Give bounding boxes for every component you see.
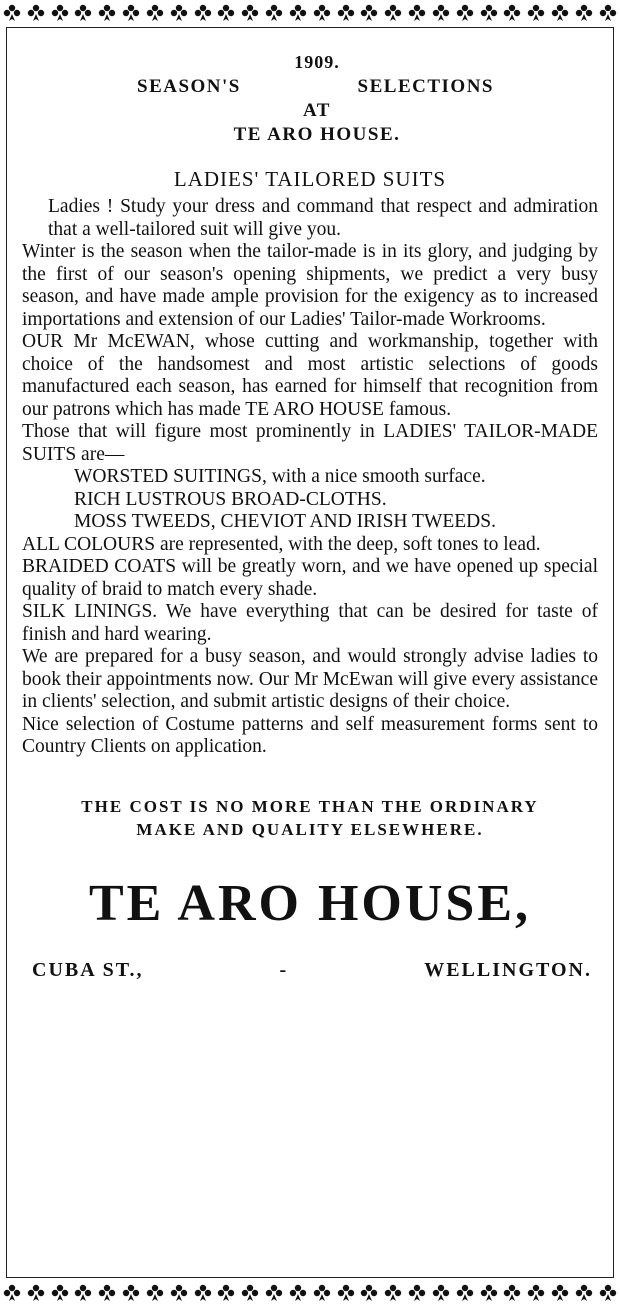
cost-line-2: MAKE AND QUALITY ELSEWHERE. [136, 819, 484, 839]
list-item-broadcloths: RICH LUSTROUS BROAD-CLOTHS. [74, 488, 387, 510]
list-item-worsted: WORSTED SUITINGS, with a nice smooth surface. [74, 466, 486, 487]
paragraph-prominent: Those that will figure most prominently in LADIES' TAILOR-MADE SUITS are— [22, 421, 598, 465]
fleuron-icon [336, 1283, 356, 1303]
paragraph-colours: ALL COLOURS are represented, with the deep, soft tones to lead. [22, 533, 541, 555]
fleuron-icon [216, 1283, 236, 1303]
fleuron-icon [26, 1283, 46, 1303]
fleuron-icon [407, 3, 427, 23]
fleuron-icon [288, 3, 308, 23]
fleuron-icon [502, 3, 522, 23]
fleuron-icon [455, 1283, 475, 1303]
paragraph-braided: BRAIDED COATS will be greatly worn, and we have opened up special quality of braid to match every shade. [22, 556, 598, 600]
address-street: CUBA ST., [32, 958, 144, 981]
fleuron-icon [145, 3, 165, 23]
fleuron-icon [479, 3, 499, 23]
fleuron-icon [526, 3, 546, 23]
fleuron-icon [383, 1283, 403, 1303]
fleuron-icon [288, 1283, 308, 1303]
fleuron-icon [145, 1283, 165, 1303]
headline-row [22, 75, 598, 99]
fleuron-icon [455, 3, 475, 23]
fleuron-icon [574, 3, 594, 23]
fleuron-icon [193, 3, 213, 23]
paragraph-linings: SILK LININGS. We have everything that can be desired for taste of finish and hard wearing. [22, 601, 598, 645]
fleuron-icon [193, 1283, 213, 1303]
headline-store: TE ARO HOUSE. [233, 124, 401, 145]
fleuron-icon [502, 1283, 522, 1303]
fleuron-icon [550, 3, 570, 23]
fleuron-icon [264, 3, 284, 23]
paragraph-intro: Ladies ! Study your dress and command that respect and admiration that a well-tailored suit will give you. [48, 196, 598, 240]
paragraph-mcewan: OUR Mr McEWAN, whose cutting and workmanship, together with choice of the handsomest and most artistic selections of goods manufactured each season, has earned for himself that recognition from our patrons which has made TE ARO HOUSE famous. [22, 331, 598, 420]
fleuron-icon [2, 1283, 22, 1303]
fleuron-icon [216, 3, 236, 23]
fleuron-icon [431, 3, 451, 23]
fleuron-icon [121, 3, 141, 23]
paragraph-appointments: We are prepared for a busy season, and would strongly advise ladies to book their appointments now. Our Mr McEwan will give every assistance in clients' selection, and submit artistic designs of their choice. [22, 646, 598, 712]
year-heading: 1909. [294, 52, 340, 72]
fleuron-icon [97, 1283, 117, 1303]
fleuron-icon [383, 3, 403, 23]
fleuron-icon [169, 3, 189, 23]
fleuron-icon [240, 1283, 260, 1303]
fleuron-icon [240, 3, 260, 23]
fleuron-icon [312, 3, 332, 23]
fleuron-icon [2, 3, 22, 23]
address-city: WELLINGTON. [424, 958, 592, 981]
paragraph-patterns: Nice selection of Costume patterns and self measurement forms sent to Country Clients on application. [22, 713, 598, 757]
fleuron-icon [526, 1283, 546, 1303]
fleuron-icon [73, 1283, 93, 1303]
fleuron-icon [121, 1283, 141, 1303]
fleuron-icon [26, 3, 46, 23]
section-title: LADIES' TAILORED SUITS [173, 167, 447, 191]
headline-at: AT [303, 100, 331, 121]
cost-notice [22, 795, 598, 841]
list-item-tweeds: MOSS TWEEDS, CHEVIOT AND IRISH TWEEDS. [74, 511, 496, 532]
fleuron-icon [50, 1283, 70, 1303]
fleuron-icon [407, 1283, 427, 1303]
fleuron-icon [336, 3, 356, 23]
fleuron-icon [479, 1283, 499, 1303]
fleuron-icon [574, 1283, 594, 1303]
fleuron-icon [169, 1283, 189, 1303]
fleuron-icon [359, 3, 379, 23]
address-dash: - [279, 958, 289, 981]
fleuron-icon [550, 1283, 570, 1303]
fleuron-icon [73, 3, 93, 23]
fleuron-icon [431, 1283, 451, 1303]
headline-left: SEASON'S [137, 76, 241, 97]
store-name: TE ARO HOUSE, [88, 874, 532, 932]
fleuron-icon [598, 1283, 618, 1303]
cost-line-1: THE COST IS NO MORE THAN THE ORDINARY [81, 796, 539, 816]
paragraph-winter: Winter is the season when the tailor-made is in its glory, and judging by the first of our season's opening shipments, we predict a very busy season, and have made ample provision for the exigency as to increased importations and extension of our Ladies' Tailor-made Workrooms. [22, 241, 598, 330]
advert-body [22, 196, 598, 759]
fleuron-icon [312, 1283, 332, 1303]
fleuron-icon [598, 3, 618, 23]
fleuron-icon [50, 3, 70, 23]
fleuron-icon [264, 1283, 284, 1303]
store-address [22, 959, 598, 982]
headline-right: SELECTIONS [357, 76, 494, 97]
fleuron-icon [97, 3, 117, 23]
bottom-ornament-border [0, 1280, 620, 1306]
fleuron-icon [359, 1283, 379, 1303]
top-ornament-border [0, 0, 620, 26]
advert-content [22, 52, 598, 982]
